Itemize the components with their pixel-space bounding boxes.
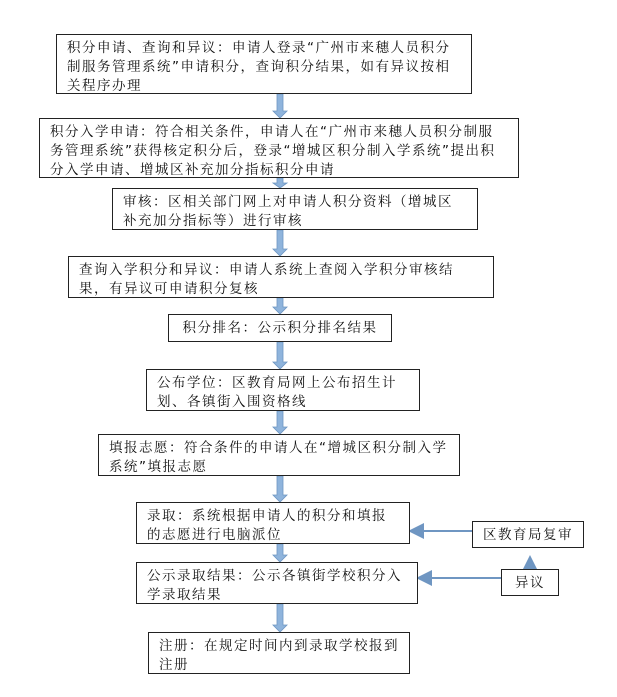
step-review: 审核：区相关部门网上对申请人积分资料（增城区补充加分指标等）进行审核 <box>112 188 478 230</box>
down-arrow-5 <box>273 342 287 369</box>
down-arrow-4 <box>273 298 287 314</box>
step-registration: 注册：在规定时间内到录取学校报到注册 <box>148 632 410 674</box>
down-arrow-9 <box>273 604 287 632</box>
step-fill-preferences: 填报志愿：符合条件的申请人在“增城区积分制入学系统”填报志愿 <box>98 434 460 476</box>
step-admission: 录取：系统根据申请人的积分和填报的志愿进行电脑派位 <box>136 502 410 544</box>
objection-box: 异议 <box>501 569 559 596</box>
step-ranking: 积分排名：公示积分排名结果 <box>168 314 392 342</box>
step-apply-query: 积分申请、查询和异议：申请人登录“广州市来穗人员积分制服务管理系统”申请积分，查询积分结果，如有异议按相关程序办理 <box>56 34 472 94</box>
down-arrow-3 <box>273 230 287 256</box>
step-publish-results: 公示录取结果：公示各镇街学校积分入学录取结果 <box>136 562 418 604</box>
step-admission-application: 积分入学申请：符合相关条件，申请人在“广州市来穗人员积分制服务管理系统”获得核定积分后，登录“增城区积分制入学系统”提出积分入学申请、增城区补充加分指标积分申请 <box>39 118 519 178</box>
down-arrow-8 <box>273 544 287 562</box>
down-arrow-6 <box>273 411 287 434</box>
down-arrow-1 <box>273 94 287 118</box>
down-arrow-7 <box>273 476 287 502</box>
step-publish-places: 公布学位：区教育局网上公布招生计划、各镇街入围资格线 <box>146 369 420 411</box>
district-review-box: 区教育局复审 <box>472 521 584 548</box>
step-query-objection: 查询入学积分和异议：申请人系统上查阅入学积分审核结果，有异议可申请积分复核 <box>68 256 494 298</box>
